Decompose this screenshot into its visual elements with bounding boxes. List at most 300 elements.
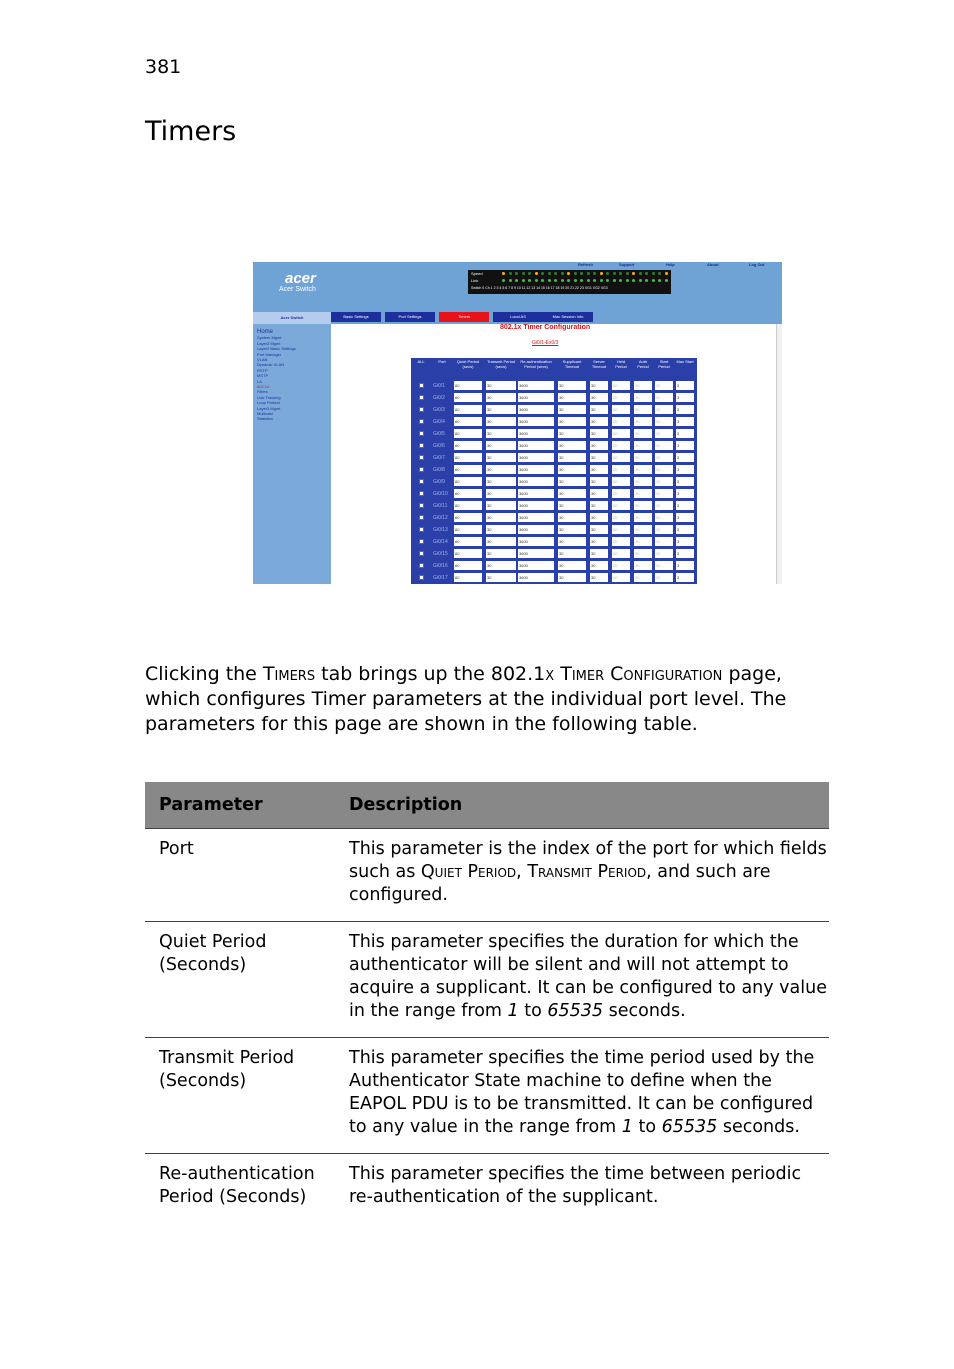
- status-led: [554, 272, 557, 275]
- row-checkbox[interactable]: [419, 575, 424, 580]
- timer-input[interactable]: 30: [655, 561, 673, 570]
- row-checkbox[interactable]: [419, 515, 424, 520]
- timer-input[interactable]: 30: [590, 405, 608, 414]
- timer-input[interactable]: 30: [655, 573, 673, 582]
- text-segment: seconds.: [603, 1001, 686, 1021]
- timer-input[interactable]: 30: [655, 489, 673, 498]
- text-segment: This parameter is the index of the port for which fields such as: [349, 839, 827, 882]
- timer-input[interactable]: 60: [454, 465, 482, 474]
- table-row: [411, 476, 697, 488]
- timer-input[interactable]: 3600: [518, 441, 554, 450]
- timer-input[interactable]: 30: [486, 513, 516, 522]
- table-column-header: Held Period: [615, 359, 627, 369]
- timer-input[interactable]: 30: [655, 549, 673, 558]
- timer-input[interactable]: 3600: [518, 453, 554, 462]
- timer-input[interactable]: 60: [612, 465, 630, 474]
- text-segment: ,: [516, 862, 528, 882]
- table-row: [145, 829, 829, 922]
- port-label: Gi0/7: [433, 455, 445, 461]
- transmit-period-term: Transmit Period: [527, 862, 647, 882]
- timer-input[interactable]: 60: [612, 489, 630, 498]
- port-numbers-label: Switch 0 Ch 1 2 3 4 5 6 7 8 9 10 11 12 13 14 15 16 17 18 19 20 21 22 23 XG1 XG2 XG3: [471, 286, 608, 290]
- port-label: Gi0/1: [433, 383, 445, 389]
- timer-input[interactable]: 30: [486, 525, 516, 534]
- timer-input[interactable]: 30: [590, 489, 608, 498]
- timer-input[interactable]: 60: [454, 549, 482, 558]
- status-led: [593, 272, 596, 275]
- tab-port-settings[interactable]: Port Settings: [385, 312, 435, 322]
- row-checkbox[interactable]: [419, 527, 424, 532]
- sidebar-item[interactable]: 802.1x: [257, 384, 270, 389]
- timer-input[interactable]: 30: [634, 441, 652, 450]
- port-label: Gi0/13: [433, 527, 448, 533]
- table-column-header: Quiet Period (secs): [456, 359, 480, 369]
- row-checkbox[interactable]: [419, 407, 424, 412]
- sidebar-item[interactable]: Loop Protect: [257, 400, 280, 406]
- row-checkbox[interactable]: [419, 491, 424, 496]
- param-name: Re-authentication Period (Seconds): [159, 1164, 315, 1207]
- timer-input[interactable]: 30: [590, 537, 608, 546]
- table-row: [145, 1154, 829, 1224]
- table-column-header: Server Timeout: [591, 359, 607, 369]
- timer-input[interactable]: 30: [486, 549, 516, 558]
- timer-input[interactable]: 60: [454, 381, 482, 390]
- status-led: [632, 279, 635, 282]
- tab-timers[interactable]: Timers: [439, 312, 489, 322]
- timer-input[interactable]: 30: [655, 381, 673, 390]
- link-label: Link: [471, 278, 479, 283]
- timer-input[interactable]: 30: [634, 429, 652, 438]
- table-header: [411, 358, 697, 380]
- status-led: [567, 279, 570, 282]
- status-led: [658, 279, 661, 282]
- status-led: [593, 279, 596, 282]
- status-led: [515, 272, 518, 275]
- timer-input[interactable]: 30: [634, 525, 652, 534]
- row-checkbox[interactable]: [419, 431, 424, 436]
- port-label: Gi0/5: [433, 431, 445, 437]
- timer-input[interactable]: 60: [454, 417, 482, 426]
- port-label: Gi0/15: [433, 551, 448, 557]
- timer-input[interactable]: 30: [590, 573, 608, 582]
- timer-input[interactable]: 30: [590, 501, 608, 510]
- timer-input[interactable]: 3: [676, 537, 694, 546]
- timer-input[interactable]: 30: [486, 417, 516, 426]
- status-led: [548, 279, 551, 282]
- timer-input[interactable]: 3600: [518, 381, 554, 390]
- timer-input[interactable]: 3600: [518, 405, 554, 414]
- timer-input[interactable]: 60: [612, 549, 630, 558]
- timer-input[interactable]: 3: [676, 489, 694, 498]
- param-description: [335, 922, 829, 1038]
- timer-input[interactable]: 30: [486, 537, 516, 546]
- timer-input[interactable]: 30: [486, 489, 516, 498]
- tab-local-as[interactable]: Local AS: [493, 312, 543, 322]
- timer-input[interactable]: 30: [634, 453, 652, 462]
- header-parameter: Parameter: [145, 782, 335, 829]
- timer-input[interactable]: 60: [454, 513, 482, 522]
- intro-paragraph: [145, 662, 835, 737]
- timer-input[interactable]: 30: [486, 453, 516, 462]
- timer-input[interactable]: 3: [676, 465, 694, 474]
- status-led: [626, 279, 629, 282]
- timer-input[interactable]: 60: [454, 405, 482, 414]
- table-row: [411, 560, 697, 572]
- text-segment: seconds.: [717, 1117, 800, 1137]
- timer-input[interactable]: 30: [634, 537, 652, 546]
- timer-input[interactable]: 30: [558, 381, 586, 390]
- status-led: [606, 272, 609, 275]
- timer-input[interactable]: 3: [676, 441, 694, 450]
- timer-input[interactable]: 30: [634, 465, 652, 474]
- timer-input[interactable]: 3: [676, 477, 694, 486]
- timer-input[interactable]: 3: [676, 501, 694, 510]
- port-status-panel: [468, 270, 671, 294]
- timer-input[interactable]: 60: [612, 429, 630, 438]
- status-led: [509, 279, 512, 282]
- timer-input[interactable]: 60: [612, 525, 630, 534]
- timer-input[interactable]: 30: [655, 405, 673, 414]
- row-checkbox[interactable]: [419, 563, 424, 568]
- sidebar-item[interactable]: Link Tracking: [257, 394, 281, 400]
- timer-table: [411, 358, 697, 584]
- timer-input[interactable]: 30: [486, 429, 516, 438]
- status-led: [535, 279, 538, 282]
- timer-input[interactable]: 30: [590, 549, 608, 558]
- status-led: [600, 272, 603, 275]
- timer-input[interactable]: 30: [634, 549, 652, 558]
- section-title: Timers: [145, 116, 237, 147]
- sidebar: [253, 324, 331, 584]
- sidebar-item[interactable]: Port Manager: [257, 351, 282, 357]
- timer-input[interactable]: 3600: [518, 465, 554, 474]
- timer-input[interactable]: 3600: [518, 393, 554, 402]
- tab-bar: [253, 312, 782, 324]
- timer-input[interactable]: 30: [655, 429, 673, 438]
- range-max: 65535: [661, 1117, 718, 1137]
- row-checkbox[interactable]: [419, 395, 424, 400]
- timer-input[interactable]: 30: [558, 441, 586, 450]
- figure-header: [253, 262, 782, 312]
- timer-input[interactable]: 30: [558, 549, 586, 558]
- content-title: 802.1x Timer Configuration: [500, 324, 591, 331]
- speed-label: Speed: [471, 271, 483, 276]
- range-max: 65535: [547, 1001, 604, 1021]
- text-segment: to: [632, 1117, 662, 1137]
- status-led: [619, 272, 622, 275]
- timer-input[interactable]: 3: [676, 381, 694, 390]
- port-label: Gi0/17: [433, 575, 448, 581]
- timer-input[interactable]: 3600: [518, 513, 554, 522]
- timer-input[interactable]: 60: [454, 393, 482, 402]
- timer-input[interactable]: 30: [634, 405, 652, 414]
- acer-logo: acer: [285, 270, 316, 287]
- timer-input[interactable]: 30: [634, 573, 652, 582]
- timer-input[interactable]: 30: [558, 429, 586, 438]
- support-link[interactable]: Support: [619, 262, 635, 267]
- status-led: [587, 279, 590, 282]
- status-led: [574, 279, 577, 282]
- table-column-header: Re-authentication Period (secs): [520, 359, 552, 369]
- scrollbar[interactable]: [776, 324, 782, 584]
- timer-input[interactable]: 30: [558, 561, 586, 570]
- timer-input[interactable]: 30: [590, 453, 608, 462]
- timer-input[interactable]: 30: [486, 465, 516, 474]
- text-segment: , and such are configured.: [349, 862, 771, 905]
- timer-input[interactable]: 30: [655, 441, 673, 450]
- port-range-link[interactable]: Gi0/1-Ex0/3: [532, 340, 559, 346]
- timer-input[interactable]: 30: [486, 477, 516, 486]
- row-checkbox[interactable]: [419, 419, 424, 424]
- timer-input[interactable]: 3600: [518, 525, 554, 534]
- brand-tab: Acer Switch: [253, 312, 331, 324]
- timer-input[interactable]: 30: [655, 393, 673, 402]
- sidebar-item[interactable]: Layer3 Mgmt: [257, 405, 281, 411]
- status-led: [645, 272, 648, 275]
- timer-input[interactable]: 30: [558, 525, 586, 534]
- timer-input[interactable]: 60: [612, 501, 630, 510]
- timer-input[interactable]: 30: [590, 393, 608, 402]
- status-led: [665, 279, 668, 282]
- timer-input[interactable]: 3: [676, 573, 694, 582]
- parameter-table: [145, 782, 829, 1223]
- timer-input[interactable]: 30: [558, 501, 586, 510]
- about-link[interactable]: About: [707, 262, 719, 267]
- row-checkbox[interactable]: [419, 443, 424, 448]
- status-led: [541, 272, 544, 275]
- timer-input[interactable]: 60: [454, 525, 482, 534]
- timer-input[interactable]: 30: [655, 453, 673, 462]
- timer-input[interactable]: 60: [454, 477, 482, 486]
- table-row: [145, 1038, 829, 1154]
- sidebar-item[interactable]: Layer2 Basic Settings: [257, 346, 296, 352]
- row-checkbox[interactable]: [419, 467, 424, 472]
- timer-input[interactable]: 30: [590, 477, 608, 486]
- table-row: [145, 922, 829, 1038]
- timer-input[interactable]: 30: [634, 417, 652, 426]
- port-label: Gi0/14: [433, 539, 448, 545]
- timer-input[interactable]: 30: [558, 477, 586, 486]
- timer-input[interactable]: 3: [676, 561, 694, 570]
- row-checkbox[interactable]: [419, 503, 424, 508]
- status-led: [554, 279, 557, 282]
- timer-input[interactable]: 30: [634, 477, 652, 486]
- row-checkbox[interactable]: [419, 479, 424, 484]
- row-checkbox[interactable]: [419, 551, 424, 556]
- header-description: Description: [335, 782, 829, 829]
- refresh-link[interactable]: Refresh: [578, 262, 593, 267]
- row-checkbox[interactable]: [419, 539, 424, 544]
- timer-input[interactable]: 60: [454, 561, 482, 570]
- timer-input[interactable]: 30: [655, 465, 673, 474]
- timer-input[interactable]: 3600: [518, 537, 554, 546]
- timer-input[interactable]: 30: [486, 441, 516, 450]
- timer-input[interactable]: 3600: [518, 549, 554, 558]
- timer-input[interactable]: 60: [454, 441, 482, 450]
- table-column-header[interactable]: ALL: [417, 359, 425, 364]
- timer-input[interactable]: 60: [612, 417, 630, 426]
- status-led: [600, 279, 603, 282]
- table-row: [411, 488, 697, 500]
- timer-input[interactable]: 3: [676, 393, 694, 402]
- timer-input[interactable]: 30: [634, 501, 652, 510]
- timer-input[interactable]: 30: [590, 441, 608, 450]
- timer-input[interactable]: 30: [590, 417, 608, 426]
- timer-input[interactable]: 3600: [518, 561, 554, 570]
- logout-link[interactable]: Log Out: [749, 262, 765, 267]
- timer-input[interactable]: 3: [676, 417, 694, 426]
- timer-input[interactable]: 3600: [518, 417, 554, 426]
- timer-input[interactable]: 3600: [518, 429, 554, 438]
- status-led: [639, 272, 642, 275]
- timer-input[interactable]: 3600: [518, 477, 554, 486]
- timer-input[interactable]: 30: [558, 573, 586, 582]
- timer-input[interactable]: 30: [486, 393, 516, 402]
- status-led: [639, 279, 642, 282]
- timer-input[interactable]: 60: [612, 513, 630, 522]
- timer-input[interactable]: 30: [486, 405, 516, 414]
- sidebar-item[interactable]: VLAN: [257, 357, 268, 362]
- status-led: [541, 279, 544, 282]
- timer-input[interactable]: 30: [590, 513, 608, 522]
- timer-input[interactable]: 30: [590, 561, 608, 570]
- timer-input[interactable]: 60: [454, 501, 482, 510]
- timer-input[interactable]: 60: [454, 453, 482, 462]
- table-column-header: Max Start: [676, 359, 694, 364]
- status-led: [632, 272, 635, 275]
- timer-input[interactable]: 30: [486, 501, 516, 510]
- table-row: [411, 380, 697, 392]
- sidebar-item[interactable]: Multicast: [257, 411, 273, 416]
- param-name: Quiet Period (Seconds): [145, 922, 335, 1038]
- param-description: This parameter specifies the time between periodic re-authentication of the supplicant.: [349, 1164, 802, 1207]
- timer-input[interactable]: 30: [558, 489, 586, 498]
- top-links: [573, 262, 782, 270]
- timer-config-screenshot: [253, 262, 782, 584]
- timer-input[interactable]: 60: [454, 537, 482, 546]
- status-led: [528, 279, 531, 282]
- sidebar-item[interactable]: Statistics: [257, 416, 274, 422]
- tab-mac-session-info[interactable]: Mac Session Info: [543, 312, 593, 322]
- status-led: [522, 279, 525, 282]
- table-row: [411, 524, 697, 536]
- timer-input[interactable]: 60: [612, 477, 630, 486]
- timer-input[interactable]: 60: [454, 573, 482, 582]
- timer-input[interactable]: 30: [634, 561, 652, 570]
- port-label: Gi0/8: [433, 467, 445, 473]
- timer-input[interactable]: 30: [655, 417, 673, 426]
- timer-input[interactable]: 30: [558, 405, 586, 414]
- sidebar-item[interactable]: MSTP: [257, 373, 269, 379]
- row-checkbox[interactable]: [419, 383, 424, 388]
- timer-input[interactable]: 3600: [518, 501, 554, 510]
- timer-input[interactable]: 30: [558, 417, 586, 426]
- table-column-header: Auth Period: [637, 359, 649, 369]
- sidebar-item[interactable]: System Mgmt: [257, 335, 282, 341]
- timer-input[interactable]: 30: [655, 501, 673, 510]
- timer-input[interactable]: 30: [558, 465, 586, 474]
- help-link[interactable]: Help: [666, 262, 675, 267]
- timer-input[interactable]: 30: [655, 537, 673, 546]
- timer-input[interactable]: 30: [558, 393, 586, 402]
- status-led: [548, 272, 551, 275]
- table-row: [411, 428, 697, 440]
- port-label: Gi0/11: [433, 503, 448, 509]
- timer-input[interactable]: 30: [590, 429, 608, 438]
- timer-input[interactable]: 3: [676, 525, 694, 534]
- port-label: Gi0/12: [433, 515, 448, 521]
- timer-input[interactable]: 30: [634, 513, 652, 522]
- sidebar-item[interactable]: Home: [257, 329, 274, 335]
- timer-input[interactable]: 30: [590, 381, 608, 390]
- param-description: [335, 1038, 829, 1154]
- row-checkbox[interactable]: [419, 455, 424, 460]
- timer-input[interactable]: 30: [634, 489, 652, 498]
- sidebar-item[interactable]: LA: [257, 378, 262, 384]
- param-name: Port: [145, 829, 335, 922]
- timer-input[interactable]: 60: [454, 429, 482, 438]
- timer-input[interactable]: 3600: [518, 573, 554, 582]
- timer-input[interactable]: 3600: [518, 489, 554, 498]
- timer-input[interactable]: 60: [612, 453, 630, 462]
- timer-input[interactable]: 30: [634, 393, 652, 402]
- timer-input[interactable]: 30: [655, 525, 673, 534]
- table-column-header: Start Period: [658, 359, 670, 369]
- timer-input[interactable]: 60: [454, 489, 482, 498]
- timer-input[interactable]: 3: [676, 405, 694, 414]
- sidebar-item[interactable]: RSTP: [257, 367, 268, 373]
- status-led: [606, 279, 609, 282]
- timer-input[interactable]: 30: [634, 381, 652, 390]
- sidebar-item[interactable]: Layer2 Mgmt: [257, 340, 281, 346]
- timer-input[interactable]: 30: [655, 513, 673, 522]
- table-row: [411, 416, 697, 428]
- sidebar-item[interactable]: Dynamic VLAN: [257, 362, 285, 368]
- status-led: [652, 279, 655, 282]
- timer-input[interactable]: 30: [486, 573, 516, 582]
- timer-input[interactable]: 3: [676, 549, 694, 558]
- sidebar-item[interactable]: Filters: [257, 389, 268, 395]
- timer-input[interactable]: 30: [486, 561, 516, 570]
- x-term: x: [545, 663, 555, 685]
- page-number: 381: [145, 56, 182, 78]
- timer-input[interactable]: 30: [590, 525, 608, 534]
- timer-input[interactable]: 60: [612, 537, 630, 546]
- timer-input[interactable]: 30: [558, 513, 586, 522]
- timer-input[interactable]: 3: [676, 429, 694, 438]
- timer-input[interactable]: 60: [612, 381, 630, 390]
- timer-input[interactable]: 30: [655, 477, 673, 486]
- timer-input[interactable]: 30: [486, 381, 516, 390]
- status-led: [574, 272, 577, 275]
- timer-input[interactable]: 3: [676, 453, 694, 462]
- timer-input[interactable]: 3: [676, 513, 694, 522]
- port-label: Gi0/3: [433, 407, 445, 413]
- tab-basic-settings[interactable]: Basic Settings: [331, 312, 381, 322]
- timer-input[interactable]: 30: [558, 453, 586, 462]
- table-header-row: [145, 782, 829, 829]
- timer-input[interactable]: 30: [558, 537, 586, 546]
- logo-subtitle: Acer Switch: [279, 286, 316, 293]
- timer-input[interactable]: 30: [590, 465, 608, 474]
- timer-input[interactable]: 60: [612, 393, 630, 402]
- port-label: Gi0/16: [433, 563, 448, 569]
- timer-input[interactable]: 60: [612, 405, 630, 414]
- timer-input[interactable]: 60: [612, 573, 630, 582]
- timer-input[interactable]: 60: [612, 561, 630, 570]
- timer-input[interactable]: 60: [612, 441, 630, 450]
- table-row: [411, 452, 697, 464]
